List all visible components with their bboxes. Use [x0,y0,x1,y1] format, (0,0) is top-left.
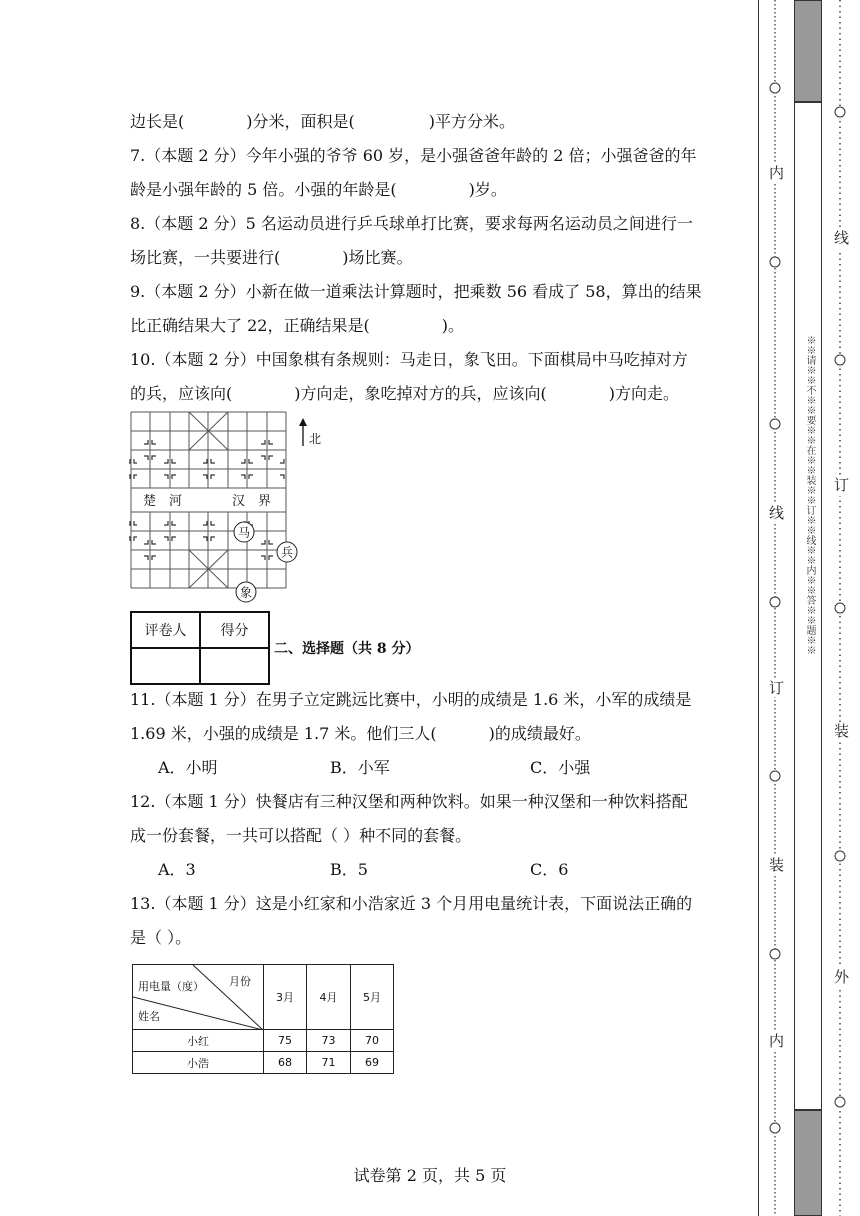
binding-notice: ※※请※※不※※要※※在※※装※※订※※线※※内※※答※※题※※ [804,335,815,655]
q8-text-b: )场比赛。 [342,248,413,267]
q8-line-1: 8.（本题 2 分）5 名运动员进行乒乓球单打比赛，要求每两名运动员之间进行一 [130,214,693,233]
grader-label: 评卷人 [131,612,200,648]
strip-gray-bottom [794,1110,822,1216]
q7-line-2 [130,180,507,200]
q10-text-b: )方向走，象吃掉对方的兵，应该向( [294,384,547,403]
header-name: 姓名 [138,1010,160,1023]
strip-line-left [758,0,759,1216]
row-name: 小红 [133,1030,264,1052]
row-name: 小浩 [133,1052,264,1074]
q7-text-b: )岁。 [468,180,507,199]
row-value: 68 [264,1052,307,1074]
q11-line-2 [130,724,591,744]
binding-inner-char: 内 [767,165,785,180]
header-month: 月份 [229,975,251,988]
q7-line-1: 7.（本题 2 分）今年小强的爷爷 60 岁，是小强爸爸年龄的 2 倍；小强爸爸的年 [130,146,697,165]
q12-option-a[interactable]: A．3 [158,860,196,879]
row-value: 69 [351,1052,394,1074]
row-value: 70 [351,1030,394,1052]
q12-line-2: 成一份套餐，一共可以搭配（ ）种不同的套餐。 [130,826,472,845]
strip-gray-top [794,0,822,102]
q13-line-1: 13.（本题 1 分）这是小红家和小浩家近 3 个月用电量统计表，下面说法正确的 [130,894,693,913]
binding-inner-char: 订 [767,680,785,695]
north-label: 北 [309,432,322,446]
binding-outer-char: 线 [832,230,850,245]
q10-line-2 [130,384,679,404]
score-box [130,611,270,685]
header-usage: 用电量（度） [138,980,204,993]
row-value: 75 [264,1030,307,1052]
horse-piece [234,522,254,542]
q11-option-c[interactable]: C．小强 [530,758,591,777]
q11-line-1: 11.（本题 1 分）在男子立定跳远比赛中，小明的成绩是 1.6 米，小军的成绩是 [130,690,692,709]
q10-text-c: )方向走。 [608,384,679,403]
binding-outer-char: 订 [832,477,850,492]
q11-option-a[interactable]: A．小明 [158,758,218,777]
chess-board [128,408,338,608]
month-header: 5月 [351,965,394,1030]
q8-line-2 [130,248,413,268]
binding-inner-char: 内 [767,1033,785,1048]
diagonal-header-cell [133,965,264,1030]
q6-continuation [130,112,515,132]
river-left-label: 楚 河 [143,494,183,509]
row-value: 73 [307,1030,351,1052]
binding-inner-char: 线 [767,505,785,520]
q11-text-a: 1.69 米，小强的成绩是 1.7 米。他们三人( [130,724,437,743]
soldier-piece [277,542,297,562]
elephant-piece [236,582,256,602]
q13-line-2: 是（ ）。 [130,928,192,947]
month-header: 3月 [264,965,307,1030]
q12-line-1: 12.（本题 1 分）快餐店有三种汉堡和两种饮料。如果一种汉堡和一种饮料搭配 [130,792,688,811]
month-header: 4月 [307,965,351,1030]
q9-line-1: 9.（本题 2 分）小新在做一道乘法计算题时，把乘数 56 看成了 58，算出的结果 [130,282,702,301]
q10-text-a: 的兵，应该向( [130,384,233,403]
score-label: 得分 [200,612,269,648]
q12-option-c[interactable]: C．6 [530,860,569,879]
elephant-label: 象 [239,585,253,600]
q6-text-c: )平方分米。 [428,112,515,131]
q11-option-b[interactable]: B．小军 [330,758,390,777]
table-row [133,1052,394,1074]
q12-option-b[interactable]: B．5 [330,860,368,879]
section-title: 二、选择题（共 8 分） [274,641,420,657]
soldier-label: 兵 [280,545,294,560]
horse-label: 马 [237,525,251,540]
q6-text-a: 边长是( [130,112,185,131]
q7-text-a: 龄是小强年龄的 5 倍。小强的年龄是( [130,180,397,199]
river-right-label: 汉 界 [232,494,272,509]
score-cell[interactable] [200,648,269,684]
q11-text-b: )的成绩最好。 [488,724,591,743]
north-arrowhead-icon [299,418,307,426]
row-value: 71 [307,1052,351,1074]
q9-line-2 [130,316,464,336]
electricity-table [132,964,394,1074]
outer-cut-line [828,0,856,1216]
q10-line-1: 10.（本题 2 分）中国象棋有条规则：马走日，象飞田。下面棋局中马吃掉对方 [130,350,688,369]
grader-cell[interactable] [131,648,200,684]
table-row [133,1030,394,1052]
q9-text-b: )。 [441,316,464,335]
binding-outer-char: 装 [832,723,850,738]
q6-text-b: )分米，面积是( [246,112,355,131]
binding-inner-char: 装 [767,857,785,872]
page-footer: 试卷第 2 页，共 5 页 [353,1166,507,1185]
binding-outer-char: 外 [832,969,850,984]
q8-text-a: 场比赛，一共要进行( [130,248,281,267]
q9-text-a: 比正确结果大了 22，正确结果是( [130,316,370,335]
